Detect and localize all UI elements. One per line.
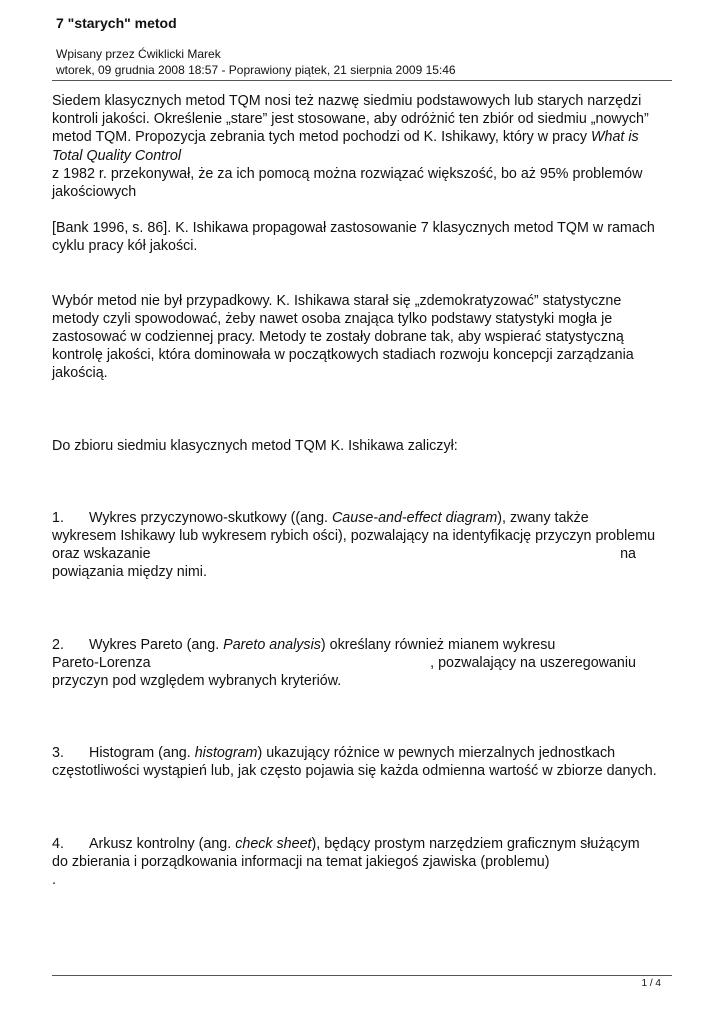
text-line: do zbierania i porządkowania informacji na temat jakiegoś zjawiska (problemu)	[52, 853, 550, 870]
text-line	[52, 835, 682, 853]
text-line: .	[52, 872, 56, 889]
text-segment: na	[620, 546, 636, 563]
english-term: Cause-and-effect diagram	[331, 509, 498, 526]
english-term: check sheet	[235, 835, 312, 852]
text-line: Do zbioru siedmiu klasycznych metod TQM K. Ishikawa zaliczył:	[52, 437, 458, 454]
text-segment: metod TQM. Propozycja zebrania tych metod pochodzi od K. Ishikawy, który w pracy	[52, 129, 592, 146]
text-line	[52, 744, 682, 762]
text-segment: ) określany również mianem wykresu	[320, 636, 556, 653]
item-number: 1.	[52, 509, 64, 526]
text-line	[52, 147, 682, 165]
text-line: Siedem klasycznych metod TQM nosi też nazwę siedmiu podstawowych lub starych narzędzi	[52, 93, 642, 109]
text-segment: oraz wskazanie	[52, 546, 151, 563]
text-line: częstotliwości wystąpień lub, jak często pojawia się każda odmienna wartość w zbiorze danych.	[52, 763, 657, 780]
header-divider	[52, 80, 672, 81]
author-line: Wpisany przez Ćwiklicki Marek	[56, 47, 221, 61]
text-line: powiązania między nimi.	[52, 564, 207, 581]
text-segment: Wykres Pareto (ang.	[89, 636, 224, 653]
text-line: [Bank 1996, s. 86]. K. Ishikawa propagował zastosowanie 7 klasycznych metod TQM w ramach	[52, 220, 655, 237]
item-number: 3.	[52, 745, 64, 762]
list-item-1	[52, 509, 682, 582]
text-line: jakościowych	[52, 184, 137, 201]
text-segment: , pozwalający na uszeregowaniu	[430, 654, 636, 671]
text-line: Wybór metod nie był przypadkowy. K. Ishikawa starał się „zdemokratyzować” statystyczne	[52, 292, 622, 309]
text-segment: ), zwany także	[497, 509, 589, 526]
selection-paragraph	[52, 292, 682, 383]
document-title: 7 "starych" metod	[56, 15, 177, 31]
date-line: wtorek, 09 grudnia 2008 18:57 - Poprawiony piątek, 21 sierpnia 2009 15:46	[56, 63, 456, 77]
text-line	[52, 654, 636, 672]
article-body	[52, 92, 682, 889]
text-line: wykresem Ishikawy lub wykresem rybich ości), pozwalający na identyfikację przyczyn problemu	[52, 528, 656, 545]
text-line	[52, 128, 682, 146]
item-number: 4.	[52, 835, 64, 852]
text-line: przyczyn pod względem wybranych kryteriów.	[52, 673, 342, 690]
text-line	[52, 545, 636, 563]
footer-divider	[52, 975, 672, 976]
page-number: 1 / 4	[641, 978, 661, 989]
text-line: zastosować w codziennej pracy. Metody te zostały dobrane tak, aby wspierać statystyczną	[52, 329, 624, 346]
book-title-part-2: Total Quality Control	[52, 147, 181, 164]
text-segment: Histogram (ang.	[89, 745, 195, 762]
item-number: 2.	[52, 636, 64, 653]
english-term: Pareto analysis	[223, 636, 321, 653]
book-title-part-1: What is	[591, 129, 639, 146]
text-line: metody czyli spowodować, żeby nawet osoba znająca tylko podstawy statystyki mogła je	[52, 310, 613, 327]
text-segment: Pareto-Lorenza	[52, 654, 151, 671]
text-segment: ) ukazujący różnice w pewnych mierzalnych jednostkach	[257, 745, 616, 762]
list-item-3	[52, 744, 682, 780]
text-line: kontrolę jakości, która dominowała w początkowych stadiach rozwoju koncepcji zarządzania	[52, 347, 634, 364]
list-item-2	[52, 636, 682, 691]
text-segment: Arkusz kontrolny (ang.	[89, 835, 236, 852]
text-line	[52, 509, 682, 527]
text-segment: ), będący prostym narzędziem graficznym służącym	[311, 835, 640, 852]
text-line: cyklu pracy kół jakości.	[52, 238, 198, 255]
citation-paragraph	[52, 219, 682, 255]
text-line: kontroli jakości. Określenie „stare” jest stosowane, aby odróżnić ten zbiór od siedmiu „nowych”	[52, 111, 649, 128]
text-line: z 1982 r. przekonywał, że za ich pomocą można rozwiązać większość, bo aż 95% problemów	[52, 165, 643, 182]
list-lead	[52, 437, 682, 455]
english-term: histogram	[194, 745, 258, 762]
text-segment: Wykres przyczynowo-skutkowy ((ang.	[89, 509, 332, 526]
text-line	[52, 636, 682, 654]
list-item-4	[52, 835, 682, 890]
intro-paragraph	[52, 92, 682, 201]
text-line: jakością.	[52, 365, 108, 382]
